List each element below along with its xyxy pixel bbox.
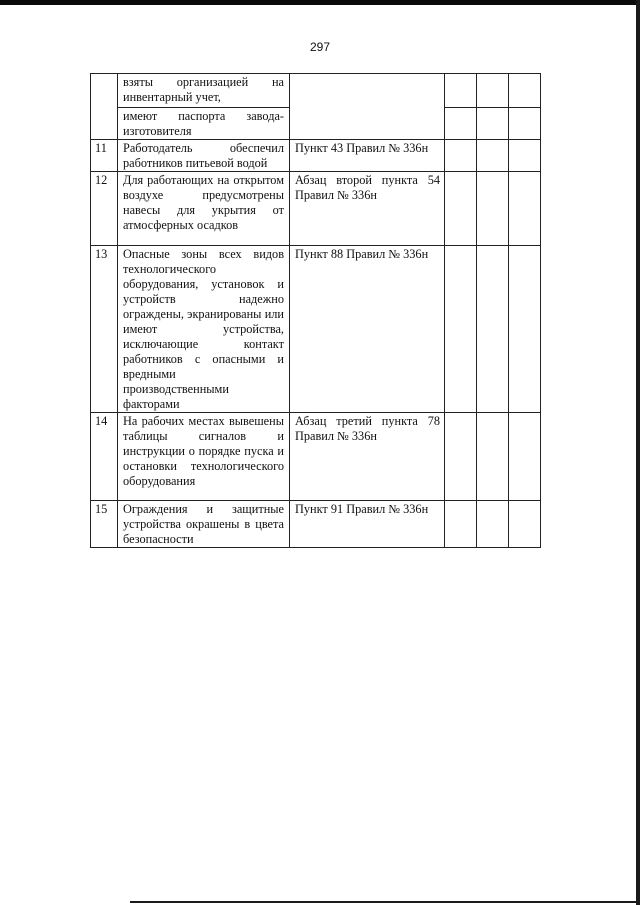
check-cell [445, 172, 477, 246]
table-row [91, 172, 541, 246]
check-cell [509, 108, 541, 140]
check-cell [477, 108, 509, 140]
table-row [91, 413, 541, 501]
check-cell [477, 140, 509, 172]
scan-border-top [0, 0, 640, 5]
requirement-cell: Опасные зоны всех видов технологического оборудования, установок и устройств надежно ограждены, экранированы или имеют устройства, исключающие контакт работников с опасными и вредными производственными факторами [118, 246, 290, 413]
checklist-table [90, 73, 541, 548]
check-cell [445, 74, 477, 108]
page-number: 297 [309, 40, 331, 54]
scan-border-bottom [130, 901, 640, 903]
check-cell [509, 501, 541, 548]
check-cell [477, 501, 509, 548]
check-cell [509, 140, 541, 172]
requirement-cell: взяты организацией на инвентарный учет, [118, 74, 290, 108]
row-number: 15 [91, 501, 118, 548]
row-number: 12 [91, 172, 118, 246]
reference-cell: Абзац третий пункта 78 Правил № 336н [290, 413, 445, 501]
requirement-cell: имеют паспорта завода-изготовителя [118, 108, 290, 140]
check-cell [477, 74, 509, 108]
row-number: 11 [91, 140, 118, 172]
check-cell [509, 172, 541, 246]
row-number: 13 [91, 246, 118, 413]
requirement-cell: Ограждения и защитные устройства окрашены в цвета безопасности [118, 501, 290, 548]
reference-cell [290, 74, 445, 140]
check-cell [477, 246, 509, 413]
scan-border-right [636, 0, 640, 905]
check-cell [509, 74, 541, 108]
reference-cell: Пункт 91 Правил № 336н [290, 501, 445, 548]
table-row [91, 501, 541, 548]
reference-cell: Пункт 43 Правил № 336н [290, 140, 445, 172]
check-cell [509, 246, 541, 413]
check-cell [445, 108, 477, 140]
row-number: 14 [91, 413, 118, 501]
check-cell [477, 413, 509, 501]
table-row [91, 246, 541, 413]
check-cell [445, 246, 477, 413]
row-number [91, 74, 118, 140]
check-cell [509, 413, 541, 501]
reference-cell: Абзац второй пункта 54 Правил № 336н [290, 172, 445, 246]
requirement-cell: На рабочих местах вывешены таблицы сигналов и инструкции о порядке пуска и остановки технологического оборудования [118, 413, 290, 501]
table-row [91, 74, 541, 108]
check-cell [477, 172, 509, 246]
check-cell [445, 140, 477, 172]
check-cell [445, 413, 477, 501]
reference-cell: Пункт 88 Правил № 336н [290, 246, 445, 413]
table-row [91, 140, 541, 172]
requirement-cell: Работодатель обеспечил работников питьевой водой [118, 140, 290, 172]
requirement-cell: Для работающих на открытом воздухе предусмотрены навесы для укрытия от атмосферных осадков [118, 172, 290, 246]
check-cell [445, 501, 477, 548]
